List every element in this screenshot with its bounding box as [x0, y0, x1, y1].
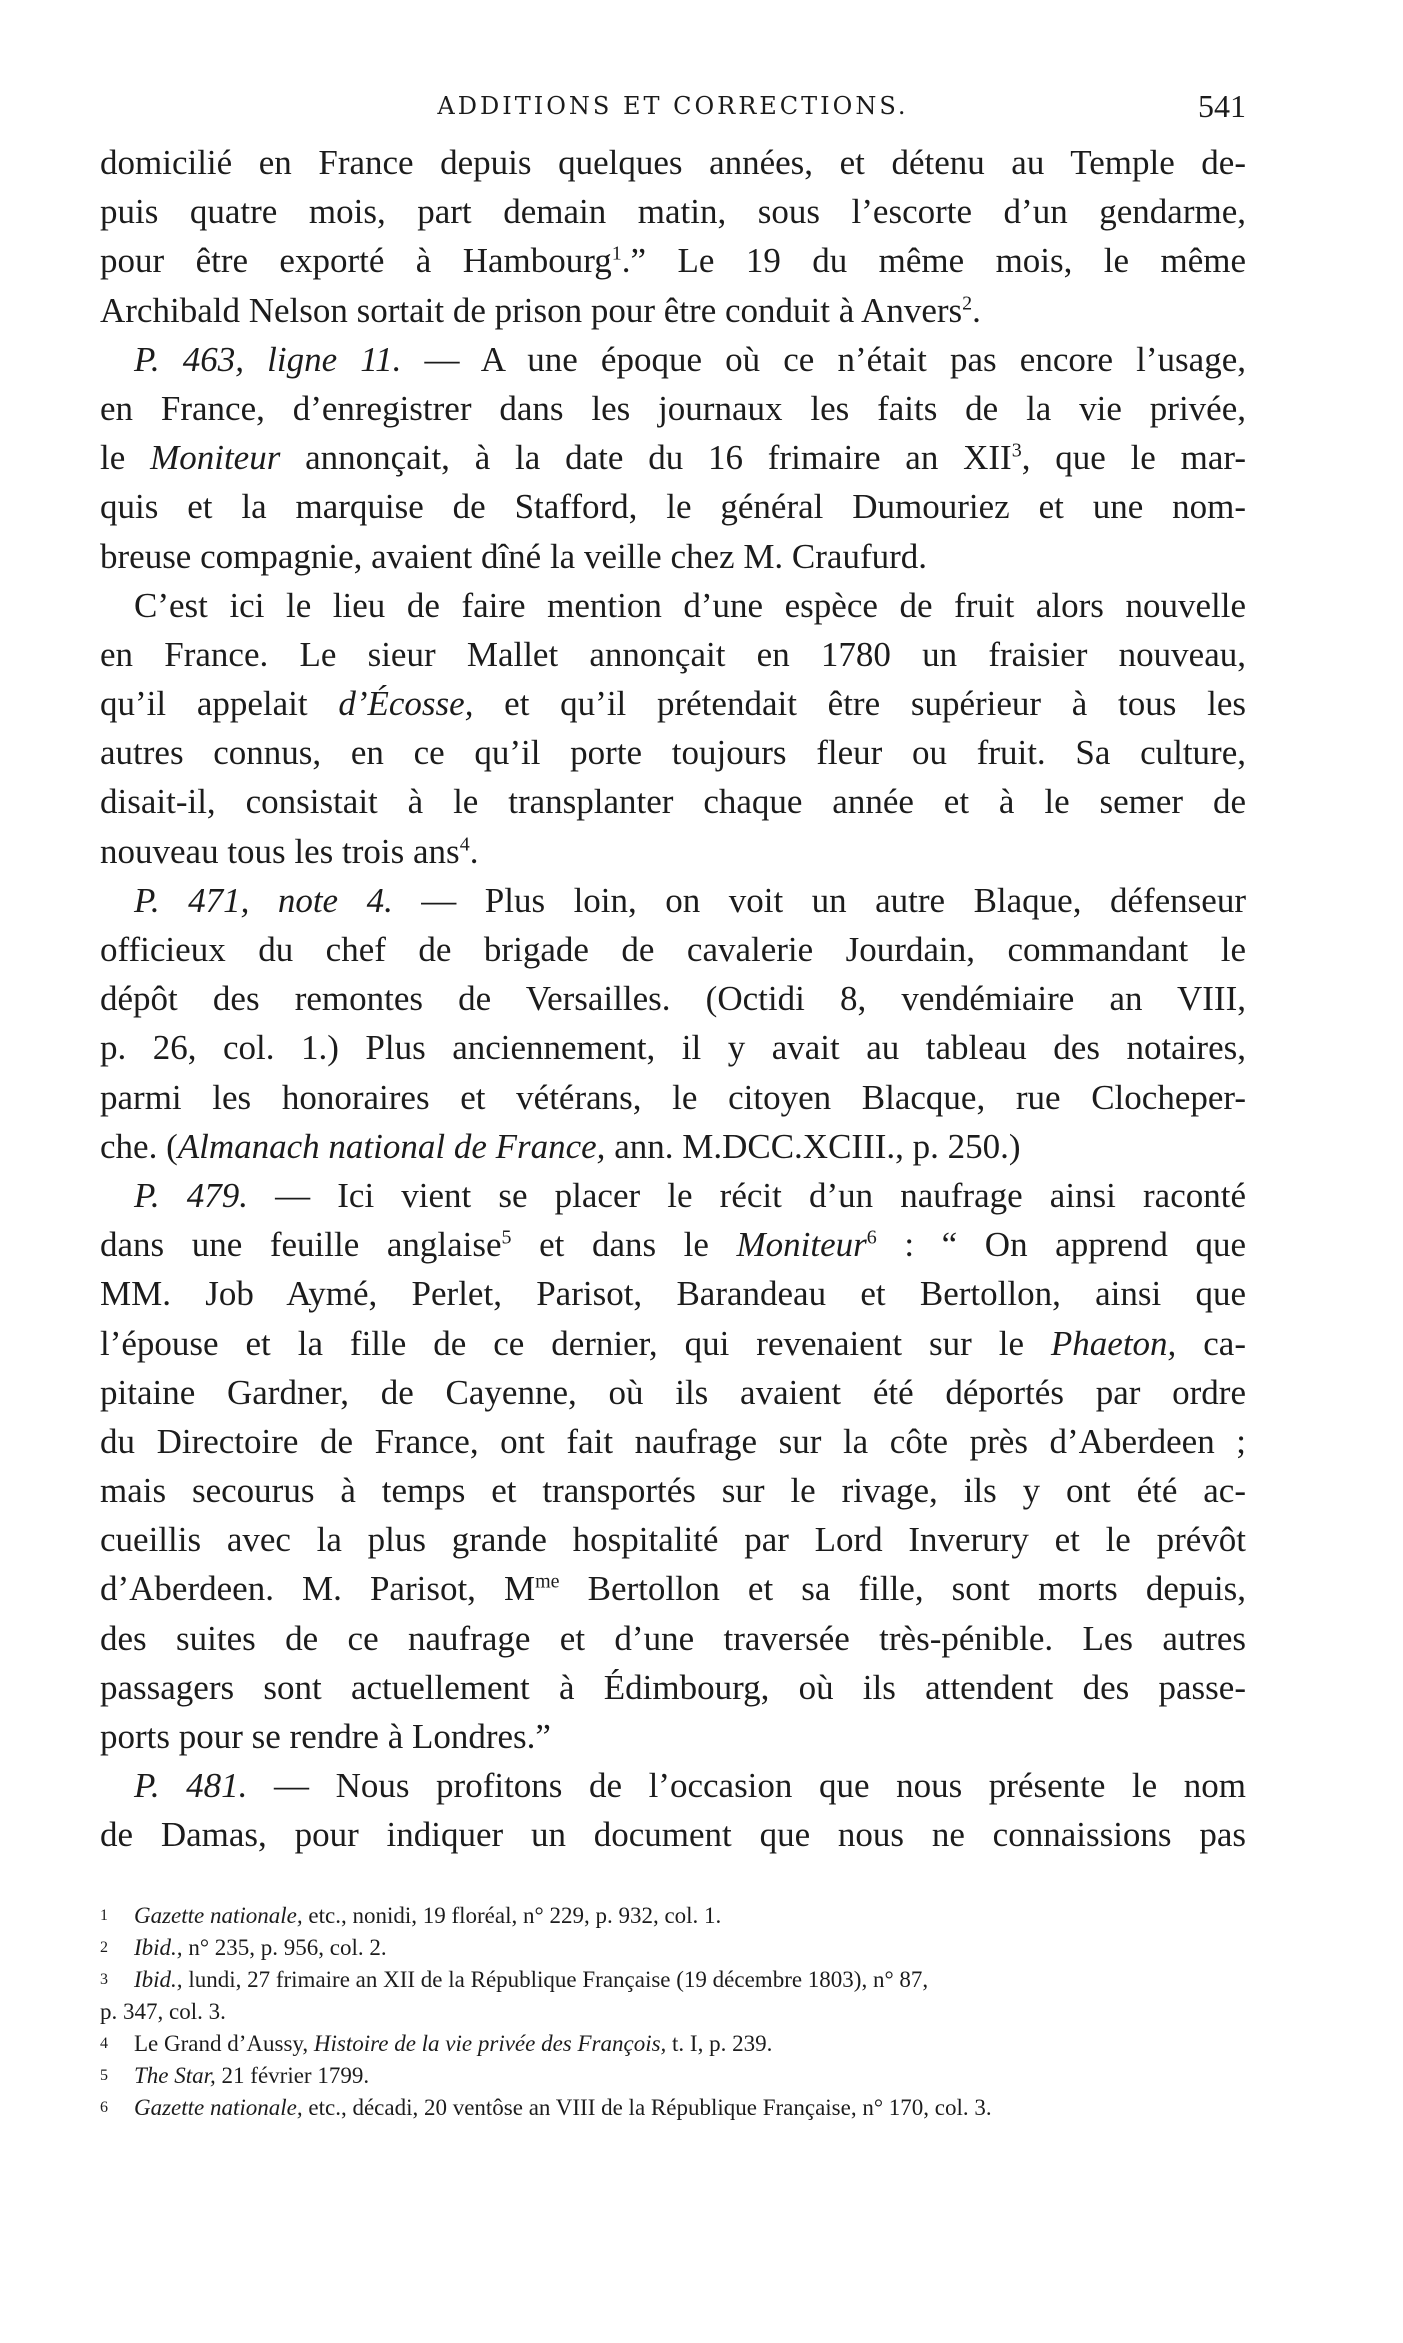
entry-reference: P. 463, ligne 11. — [134, 339, 402, 379]
text-line: P. 463, ligne 11. — A une époque où ce n’était pas encore l’usage, — [134, 339, 1246, 379]
text-line: quis et la marquise de Stafford, le général Dumouriez et une nom- — [100, 487, 1246, 527]
text-line: ports pour se rendre à Londres.” — [100, 1717, 551, 1756]
text-line: en France. Le sieur Mallet annonçait en 1780 un fraisier nouveau, — [100, 634, 1246, 674]
text-line: des suites de ce naufrage et d’une traversée très-pénible. Les autres — [100, 1618, 1246, 1658]
text-line: p. 26, col. 1.) Plus anciennement, il y avait au tableau des notaires, — [100, 1028, 1246, 1068]
page-number: 541 — [1198, 88, 1246, 124]
footnote-ref: 1 — [611, 242, 622, 265]
text-line: che. (Almanach national de France, ann. M.DCC.XCIII., p. 250.) — [100, 1126, 1021, 1166]
text-line: pour être exporté à Hambourg$^1$.” Le 19 du même mois, le même — [100, 241, 1246, 281]
entry-reference: P. 479. — [134, 1175, 248, 1215]
book-page — [100, 86, 1246, 2124]
text-line: du Directoire de France, ont fait naufrage sur la côte près d’Aberdeen ; — [100, 1421, 1246, 1461]
text-line: le Moniteur annonçait, à la date du 16 frimaire an XII$^3$, que le mar- — [100, 438, 1246, 478]
text-line: officieux du chef de brigade de cavalerie Jourdain, commandant le — [100, 930, 1246, 969]
footnote: 2 Ibid., n° 235, p. 956, col. 2. — [100, 1934, 387, 1960]
text-line: P. 479. — Ici vient se placer le récit d’un naufrage ainsi raconté — [134, 1175, 1246, 1215]
text-line: l’épouse et la fille de ce dernier, qui revenaient sur le Phaeton, ca- — [100, 1323, 1246, 1363]
footnote: 4 Le Grand d’Aussy, Histoire de la vie privée des François, t. I, p. 239. — [100, 2030, 773, 2056]
text-line: Archibald Nelson sortait de prison pour être conduit à Anvers$^2$. — [100, 290, 981, 330]
footnote-ref: 3 — [1011, 439, 1022, 462]
footnote-continuation: p. 347, col. 3. — [100, 1998, 226, 2024]
entry-reference: P. 471, note 4. — [134, 880, 393, 920]
text-line: domicilié en France depuis quelques années, et détenu au Temple de- — [100, 143, 1246, 182]
text-line: autres connus, en ce qu’il porte toujours fleur ou fruit. Sa culture, — [100, 733, 1246, 773]
text-line: en France, d’enregistrer dans les journaux les faits de la vie privée, — [100, 388, 1246, 428]
footnote: 5 The Star, 21 février 1799. — [100, 2062, 370, 2088]
text-line: MM. Job Aymé, Perlet, Parisot, Barandeau et Bertollon, ainsi que — [100, 1274, 1246, 1314]
footnote-ref: 6 — [866, 1226, 877, 1249]
running-head-title: ADDITIONS ET CORRECTIONS. — [437, 92, 909, 120]
text-line: dépôt des remontes de Versailles. (Octidi 8, vendémiaire an VIII, — [100, 979, 1246, 1019]
footnote-ref: 5 — [501, 1226, 512, 1249]
footnote: 3 Ibid., lundi, 27 frimaire an XII de la République Française (19 décembre 1803), n° 87, — [100, 1966, 929, 1992]
footnotes — [100, 1900, 1246, 2124]
running-head — [100, 86, 1246, 130]
footnote: 1 Gazette nationale, etc., nonidi, 19 floréal, n° 229, p. 932, col. 1. — [100, 1902, 722, 1928]
text-line: dans une feuille anglaise$^5$ et dans le Moniteur$^6$ : “ On apprend que — [100, 1225, 1247, 1265]
body-text — [100, 138, 1246, 1860]
text-line: de Damas, pour indiquer un document que nous ne connaissions pas — [100, 1815, 1246, 1855]
text-line: breuse compagnie, avaient dîné la veille chez M. Craufurd. — [100, 536, 928, 576]
footnote: 6 Gazette nationale, etc., décadi, 20 ventôse an VIII de la République Française, n° 170, col. 3. — [100, 2094, 992, 2120]
text-line: qu’il appelait d’Écosse, et qu’il prétendait être supérieur à tous les — [100, 684, 1246, 724]
text-line: passagers sont actuellement à Édimbourg, où ils attendent des passe- — [100, 1667, 1246, 1707]
text-line: puis quatre mois, part demain matin, sous l’escorte d’un gendarme, — [100, 192, 1246, 232]
text-line: C’est ici le lieu de faire mention d’une espèce de fruit alors nouvelle — [134, 585, 1246, 625]
text-line: disait-il, consistait à le transplanter chaque année et à le semer de — [100, 782, 1246, 822]
text-line: parmi les honoraires et vétérans, le citoyen Blacque, rue Clocheper- — [100, 1077, 1246, 1117]
entry-reference: P. 481. — [134, 1766, 248, 1806]
footnote-ref: 4 — [459, 832, 470, 855]
text-line: P. 481. — Nous profitons de l’occasion que nous présente le nom — [134, 1766, 1246, 1806]
text-line: d’Aberdeen. M. Parisot, $M^{me}$ Bertollon et sa fille, sont morts depuis, — [100, 1569, 1246, 1609]
text-line: pitaine Gardner, de Cayenne, où ils avaient été déportés par ordre — [100, 1372, 1246, 1412]
text-line: nouveau tous les trois ans$^4$. — [100, 831, 479, 871]
text-line: P. 471, note 4. — Plus loin, on voit un autre Blaque, défenseur — [134, 880, 1246, 920]
text-line: mais secourus à temps et transportés sur le rivage, ils y ont été ac- — [100, 1471, 1246, 1511]
footnote-ref: 2 — [962, 291, 973, 314]
text-line: cueillis avec la plus grande hospitalité par Lord Inverury et le prévôt — [100, 1520, 1246, 1560]
